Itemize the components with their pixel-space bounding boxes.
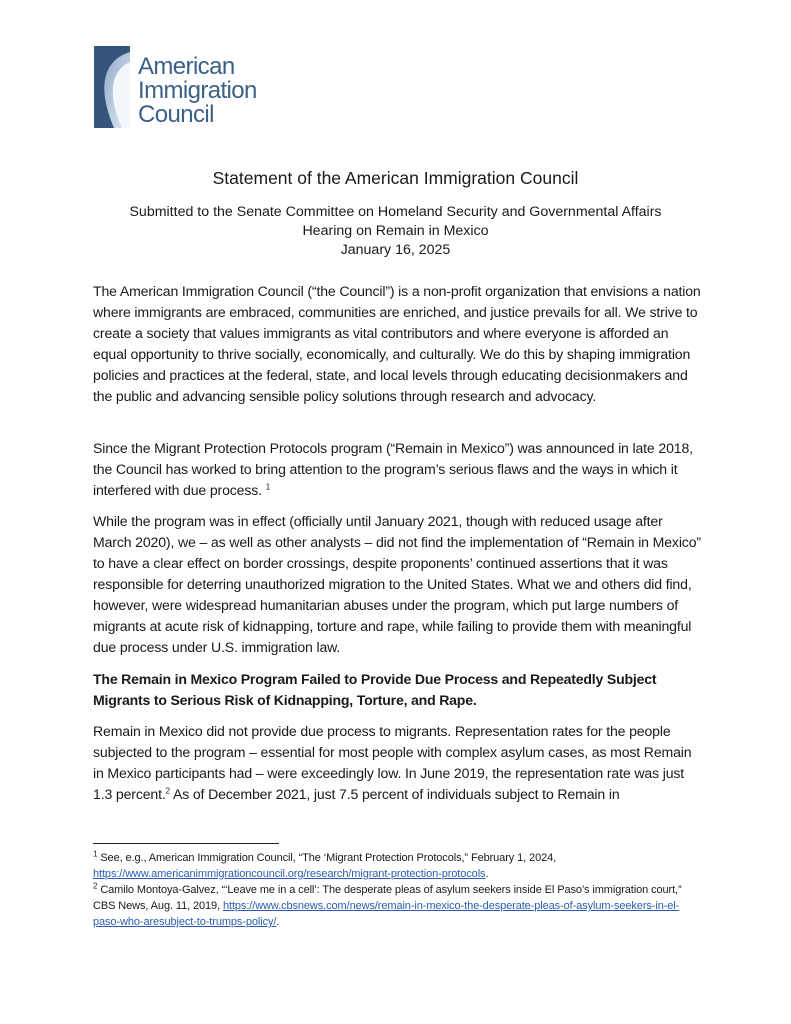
logo-line-3: Council [138, 101, 214, 128]
footnote-text: Camilo Montoya-Galvez, “‘Leave me in a cell’: The desperate pleas of asylum seekers inside El Paso’s immigration court,” CBS News, Aug. 11, 2019, [93, 884, 682, 912]
footnote-ref-1[interactable]: 1 [265, 482, 271, 492]
paragraph-text: Since the Migrant Protection Protocols program (“Remain in Mexico”) was announced in late 2018, the Council has worked to bring attention to the program’s serious flaws and the ways in which it interfered with due process. [93, 440, 693, 498]
logo-swoosh-icon [94, 46, 130, 128]
document-title: Statement of the American Immigration Council [212, 168, 579, 188]
logo-line-1: American [138, 53, 235, 80]
footnote-link-2[interactable]: https://www.cbsnews.com/news/remain-in-mexico-the-desperate-pleas-of-asylum-seekers-in-el-paso-who-aresubject-to-trumps-policy/ [93, 900, 680, 928]
footnote-number: 1 [93, 849, 98, 859]
footnote-end: . [485, 868, 489, 880]
hearing-line: Hearing on Remain in Mexico [302, 223, 489, 239]
submitted-to-line: Submitted to the Senate Committee on Homeland Security and Governmental Affairs [129, 204, 662, 220]
paragraph-text-continued: As of December 2021, just 7.5 percent of individuals subject to Remain in [169, 786, 620, 802]
paragraph-due-process [93, 721, 703, 805]
paragraph-about-council: The American Immigration Council (“the Council”) is a non-profit organization that envisions a nation where immigrants are embraced, communities are enriched, and justice prevails for all. We strive to create a society that values immigrants as vital contributors and where everyone is afforded an equal opportunity to thrive socially, economically, and culturally. We do this by shaping immigration policies and practices at the federal, state, and local levels through educating decisionmakers and the public and advancing sensible policy solutions through research and advocacy. [93, 283, 701, 404]
paragraph-program-history [93, 438, 703, 501]
footnote-2 [93, 882, 703, 930]
logo-line-2: Immigration [138, 77, 257, 104]
footnote-1 [93, 850, 703, 882]
footnote-divider [93, 843, 279, 844]
footnote-link-1[interactable]: https://www.americanimmigrationcouncil.org/research/migrant-protection-protocols [93, 868, 486, 880]
paragraph-program-effects: While the program was in effect (officially until January 2021, though with reduced usage after March 2020), we – as well as other analysts – did not find the implementation of “Remain in Mexico” to have a clear effect on border crossings, despite proponents’ continued assertions that it was responsible for deterring unauthorized migration to the United States. What we and others did find, however, were widespread humanitarian abuses under the program, which put large numbers of migrants at acute risk of kidnapping, torture and rape, while failing to provide them with meaningful due process under U.S. immigration law. [93, 513, 701, 655]
footnote-text: See, e.g., American Immigration Council, “The ‘Migrant Protection Protocols,” February 1, 2024, [97, 852, 557, 864]
footnote-number: 2 [93, 881, 98, 891]
logo-wordmark [138, 55, 257, 127]
organization-logo [94, 46, 274, 130]
footnote-ref-2[interactable]: 2 [165, 786, 170, 796]
footnote-end: . [276, 916, 280, 928]
paragraph-text: Remain in Mexico did not provide due process to migrants. Representation rates for the people subjected to the program – essential for most people with complex asylum cases, as most Remain in Mexico participants had – were exceedingly low. In June 2019, the representation rate was just 1.3 percent. [93, 723, 692, 802]
date-line: January 16, 2025 [340, 242, 451, 258]
section-heading: The Remain in Mexico Program Failed to Provide Due Process and Repeatedly Subject Migrants to Serious Risk of Kidnapping, Torture, and Rape. [93, 671, 657, 708]
